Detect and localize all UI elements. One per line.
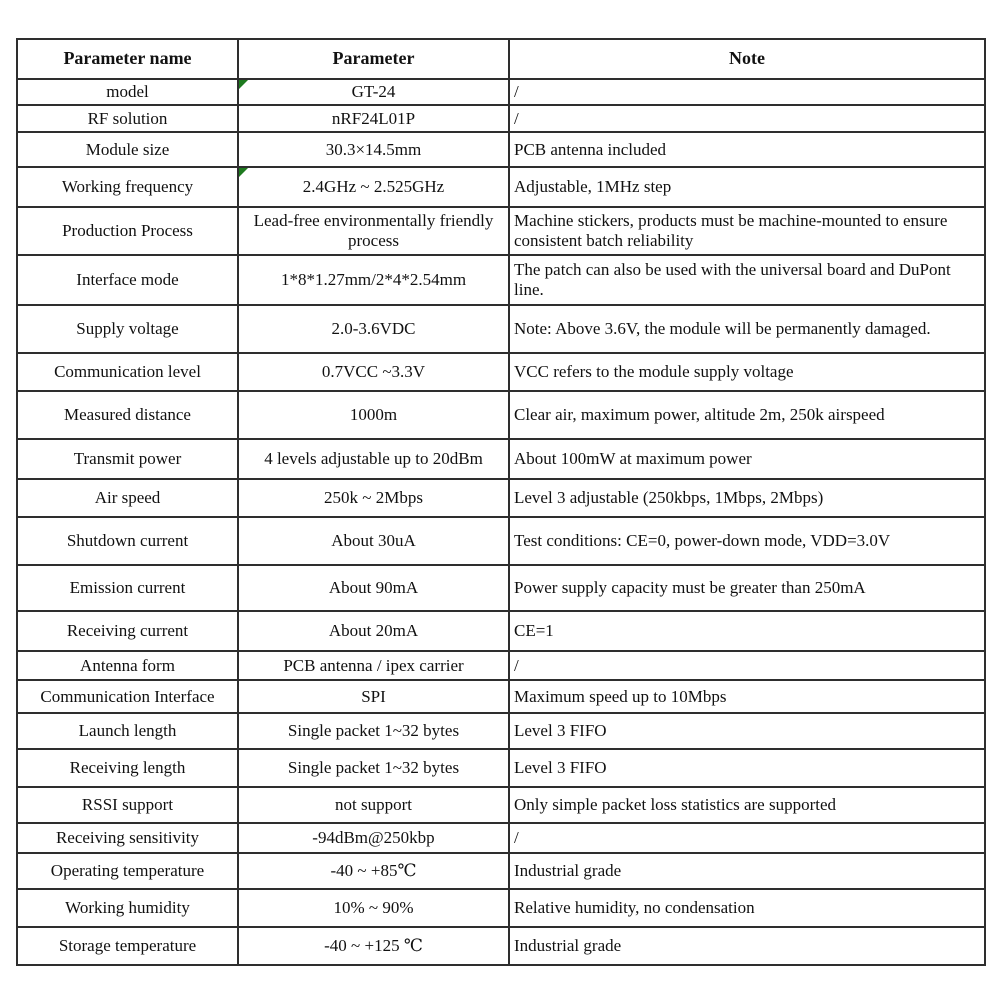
table-row (17, 255, 985, 305)
parameter-name-cell: Working frequency (17, 167, 238, 207)
parameter-value-cell: 30.3×14.5mm (238, 132, 509, 167)
parameter-name-cell: Measured distance (17, 391, 238, 439)
parameter-value-cell: 0.7VCC ~3.3V (238, 353, 509, 391)
parameter-value-cell: About 30uA (238, 517, 509, 565)
table-row (17, 611, 985, 651)
parameter-name-cell: Operating temperature (17, 853, 238, 889)
parameter-value-cell: -40 ~ +125 ℃ (238, 927, 509, 965)
table-row (17, 105, 985, 132)
parameter-name-cell: Interface mode (17, 255, 238, 305)
parameter-name-cell: Supply voltage (17, 305, 238, 353)
parameter-name-cell: Working humidity (17, 889, 238, 927)
parameter-value-cell: 1*8*1.27mm/2*4*2.54mm (238, 255, 509, 305)
note-cell: Clear air, maximum power, altitude 2m, 250k airspeed (509, 391, 985, 439)
table-row (17, 680, 985, 713)
note-cell: / (509, 651, 985, 680)
cell-corner-flag-icon (239, 80, 248, 89)
table-row (17, 565, 985, 611)
parameter-name-cell: Launch length (17, 713, 238, 749)
parameter-name-cell: Transmit power (17, 439, 238, 479)
header-note: Note (509, 39, 985, 79)
note-cell: / (509, 105, 985, 132)
parameter-name-cell: Receiving length (17, 749, 238, 787)
note-cell: Maximum speed up to 10Mbps (509, 680, 985, 713)
table-row (17, 927, 985, 965)
parameter-value-cell: 2.4GHz ~ 2.525GHz (238, 167, 509, 207)
table-row (17, 132, 985, 167)
parameter-value-cell: 10% ~ 90% (238, 889, 509, 927)
header-parameter-name: Parameter name (17, 39, 238, 79)
table-row (17, 853, 985, 889)
parameter-name-cell: Air speed (17, 479, 238, 517)
table-row (17, 439, 985, 479)
note-cell: Industrial grade (509, 853, 985, 889)
parameter-name-cell: Communication level (17, 353, 238, 391)
table-row (17, 79, 985, 105)
table-row (17, 305, 985, 353)
note-cell: CE=1 (509, 611, 985, 651)
table-row (17, 713, 985, 749)
parameter-value-cell: 2.0-3.6VDC (238, 305, 509, 353)
parameter-name-cell: Antenna form (17, 651, 238, 680)
note-cell: VCC refers to the module supply voltage (509, 353, 985, 391)
cell-corner-flag-icon (239, 168, 248, 177)
spec-table (16, 38, 986, 966)
note-cell: / (509, 823, 985, 853)
parameter-value-cell: GT-24 (238, 79, 509, 105)
note-cell: The patch can also be used with the universal board and DuPont line. (509, 255, 985, 305)
parameter-name-cell: RSSI support (17, 787, 238, 823)
parameter-name-cell: Production Process (17, 207, 238, 255)
parameter-value-cell: -94dBm@250kbp (238, 823, 509, 853)
table-row (17, 517, 985, 565)
table-row (17, 749, 985, 787)
parameter-name-cell: Receiving current (17, 611, 238, 651)
parameter-value-cell: not support (238, 787, 509, 823)
note-cell: Machine stickers, products must be machine-mounted to ensure consistent batch reliability (509, 207, 985, 255)
note-cell: Level 3 adjustable (250kbps, 1Mbps, 2Mbps) (509, 479, 985, 517)
parameter-name-cell: Emission current (17, 565, 238, 611)
note-cell: Only simple packet loss statistics are supported (509, 787, 985, 823)
table-row (17, 167, 985, 207)
note-cell: / (509, 79, 985, 105)
parameter-name-cell: RF solution (17, 105, 238, 132)
parameter-name-cell: Communication Interface (17, 680, 238, 713)
table-row (17, 207, 985, 255)
parameter-value-cell: Lead-free environmentally friendly process (238, 207, 509, 255)
parameter-name-cell: Shutdown current (17, 517, 238, 565)
note-cell: PCB antenna included (509, 132, 985, 167)
parameter-value-cell: PCB antenna / ipex carrier (238, 651, 509, 680)
parameter-value-cell: About 20mA (238, 611, 509, 651)
parameter-value-cell: Single packet 1~32 bytes (238, 713, 509, 749)
parameter-name-cell: Module size (17, 132, 238, 167)
parameter-value-cell: Single packet 1~32 bytes (238, 749, 509, 787)
note-cell: Industrial grade (509, 927, 985, 965)
table-row (17, 479, 985, 517)
note-cell: Level 3 FIFO (509, 713, 985, 749)
note-cell: Relative humidity, no condensation (509, 889, 985, 927)
parameter-value-cell: -40 ~ +85℃ (238, 853, 509, 889)
parameter-name-cell: model (17, 79, 238, 105)
note-cell: Level 3 FIFO (509, 749, 985, 787)
table-row (17, 823, 985, 853)
note-cell: About 100mW at maximum power (509, 439, 985, 479)
table-row (17, 391, 985, 439)
header-row (17, 39, 985, 79)
parameter-value-cell: About 90mA (238, 565, 509, 611)
table-row (17, 787, 985, 823)
parameter-name-cell: Receiving sensitivity (17, 823, 238, 853)
parameter-value-cell: 250k ~ 2Mbps (238, 479, 509, 517)
note-cell: Test conditions: CE=0, power-down mode, VDD=3.0V (509, 517, 985, 565)
parameter-name-cell: Storage temperature (17, 927, 238, 965)
parameter-value-cell: 4 levels adjustable up to 20dBm (238, 439, 509, 479)
note-cell: Adjustable, 1MHz step (509, 167, 985, 207)
note-cell: Power supply capacity must be greater than 250mA (509, 565, 985, 611)
table-row (17, 889, 985, 927)
table-row (17, 651, 985, 680)
note-cell: Note: Above 3.6V, the module will be permanently damaged. (509, 305, 985, 353)
parameter-value-cell: nRF24L01P (238, 105, 509, 132)
parameter-value-cell: 1000m (238, 391, 509, 439)
header-parameter: Parameter (238, 39, 509, 79)
parameter-value-cell: SPI (238, 680, 509, 713)
table-row (17, 353, 985, 391)
